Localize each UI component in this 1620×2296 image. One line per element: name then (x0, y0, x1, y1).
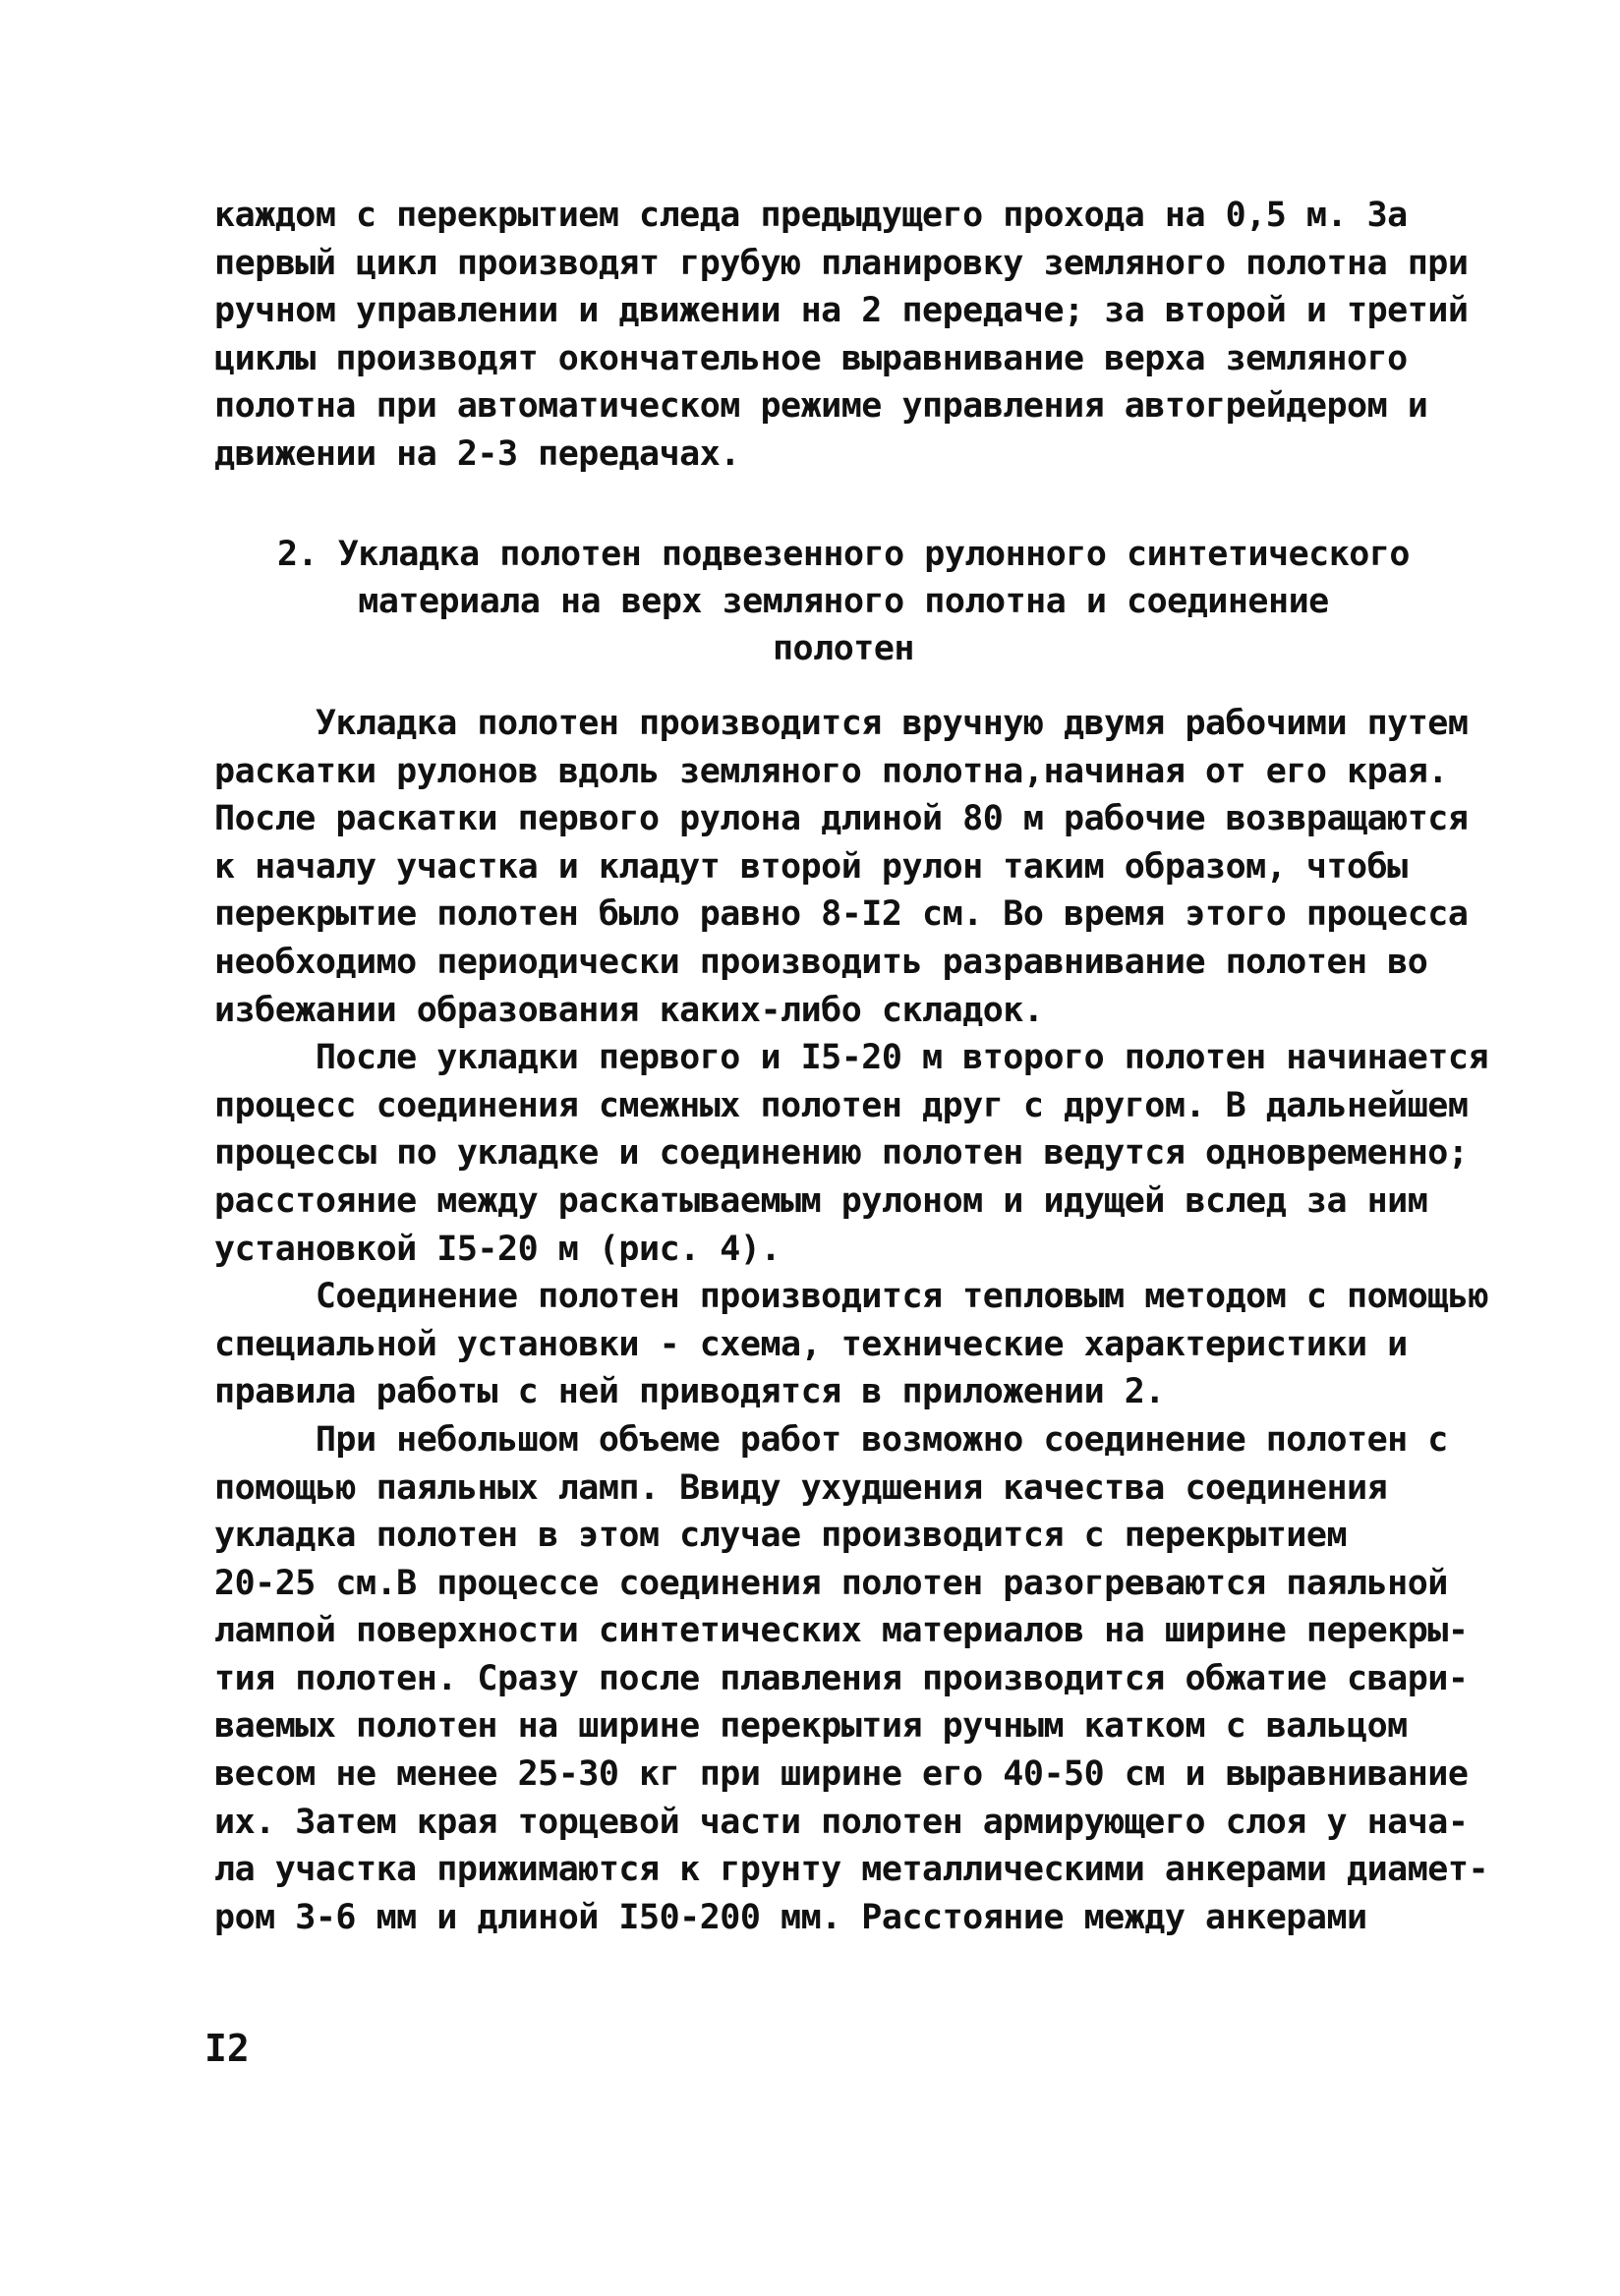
page-number: I2 (204, 2027, 250, 2070)
text-line: к началу участка и кладут второй рулон таким образом, чтобы (214, 846, 1408, 887)
text-line: расстояние между раскатываемым рулоном и идущей вслед за ним (214, 1180, 1428, 1221)
text-line: установкой I5-20 м (рис. 4). (214, 1229, 781, 1269)
text-line: ром 3-6 мм и длиной I50-200 мм. Расстояние между анкерами (214, 1897, 1367, 1937)
text-line: весом не менее 25-30 кг при ширине его 40-50 см и выравнивание (214, 1754, 1469, 1795)
text-line: первый цикл производят грубую планировку земляного полотна при (214, 243, 1469, 283)
intro-paragraph (214, 192, 1473, 479)
text-line: После укладки первого и I5-20 м второго полотен начинается (214, 1038, 1489, 1078)
text-line: укладка полотен в этом случае производится с перекрытием (214, 1516, 1348, 1556)
text-line: их. Затем края торцевой части полотен армирующего слоя у нача- (214, 1802, 1469, 1842)
text-line: помощью паяльных ламп. Ввиду ухудшения качества соединения (214, 1467, 1388, 1508)
text-line: избежании образования каких-либо складок. (214, 990, 1044, 1030)
text-line: ла участка прижимаются к грунту металлическими анкерами диамет- (214, 1850, 1489, 1890)
text-line: каждом с перекрытием следа предыдущего прохода на 0,5 м. За (214, 196, 1408, 235)
text-line: специальной установки - схема, технические характеристики и (214, 1324, 1408, 1364)
text-line: При небольшом объеме работ возможно соединение полотен с (214, 1419, 1448, 1460)
text-line: 20-25 см.В процессе соединения полотен разогреваются паяльной (214, 1563, 1448, 1603)
body-text (214, 700, 1489, 1941)
text-line: После раскатки первого рулона длиной 80 м рабочие возвращаются (214, 799, 1469, 839)
text-line: раскатки рулонов вдоль земляного полотна,начиная от его края. (214, 751, 1448, 791)
text-line: циклы производят окончательное выравнивание верха земляного (214, 338, 1408, 378)
text-line: перекрытие полотен было равно 8-I2 см. Во время этого процесса (214, 894, 1469, 935)
text-line: правила работы с ней приводятся в приложении 2. (214, 1372, 1165, 1412)
text-line: процесс соединения смежных полотен друг с другом. В дальнейшем (214, 1085, 1469, 1125)
text-line: тия полотен. Сразу после плавления производится обжатие свари- (214, 1658, 1469, 1698)
text-line: лампой поверхности синтетических материалов на ширине перекры- (214, 1611, 1469, 1651)
text-line: процессы по укладке и соединению полотен ведутся одновременно; (214, 1133, 1469, 1174)
text-line: полотна при автоматическом режиме управления автогрейдером и (214, 386, 1428, 427)
text-line: Соединение полотен производится тепловым методом с помощью (214, 1277, 1489, 1317)
heading-line: полотен (772, 629, 914, 668)
heading-line: материала на верх земляного полотна и соединение (358, 582, 1329, 621)
text-line: необходимо периодически производить разравнивание полотен во (214, 942, 1428, 982)
text-line: ваемых полотен на ширине перекрытия ручным катком с вальцом (214, 1706, 1408, 1747)
text-line: ручном управлении и движении на 2 передаче; за второй и третий (214, 291, 1469, 331)
text-line: Укладка полотен производится вручную двумя рабочими путем (214, 704, 1469, 743)
text-line: движении на 2-3 передачах. (214, 433, 740, 474)
section-heading (214, 531, 1473, 672)
heading-line: 2. Укладка полотен подвезенного рулонного синтетического (276, 535, 1411, 574)
